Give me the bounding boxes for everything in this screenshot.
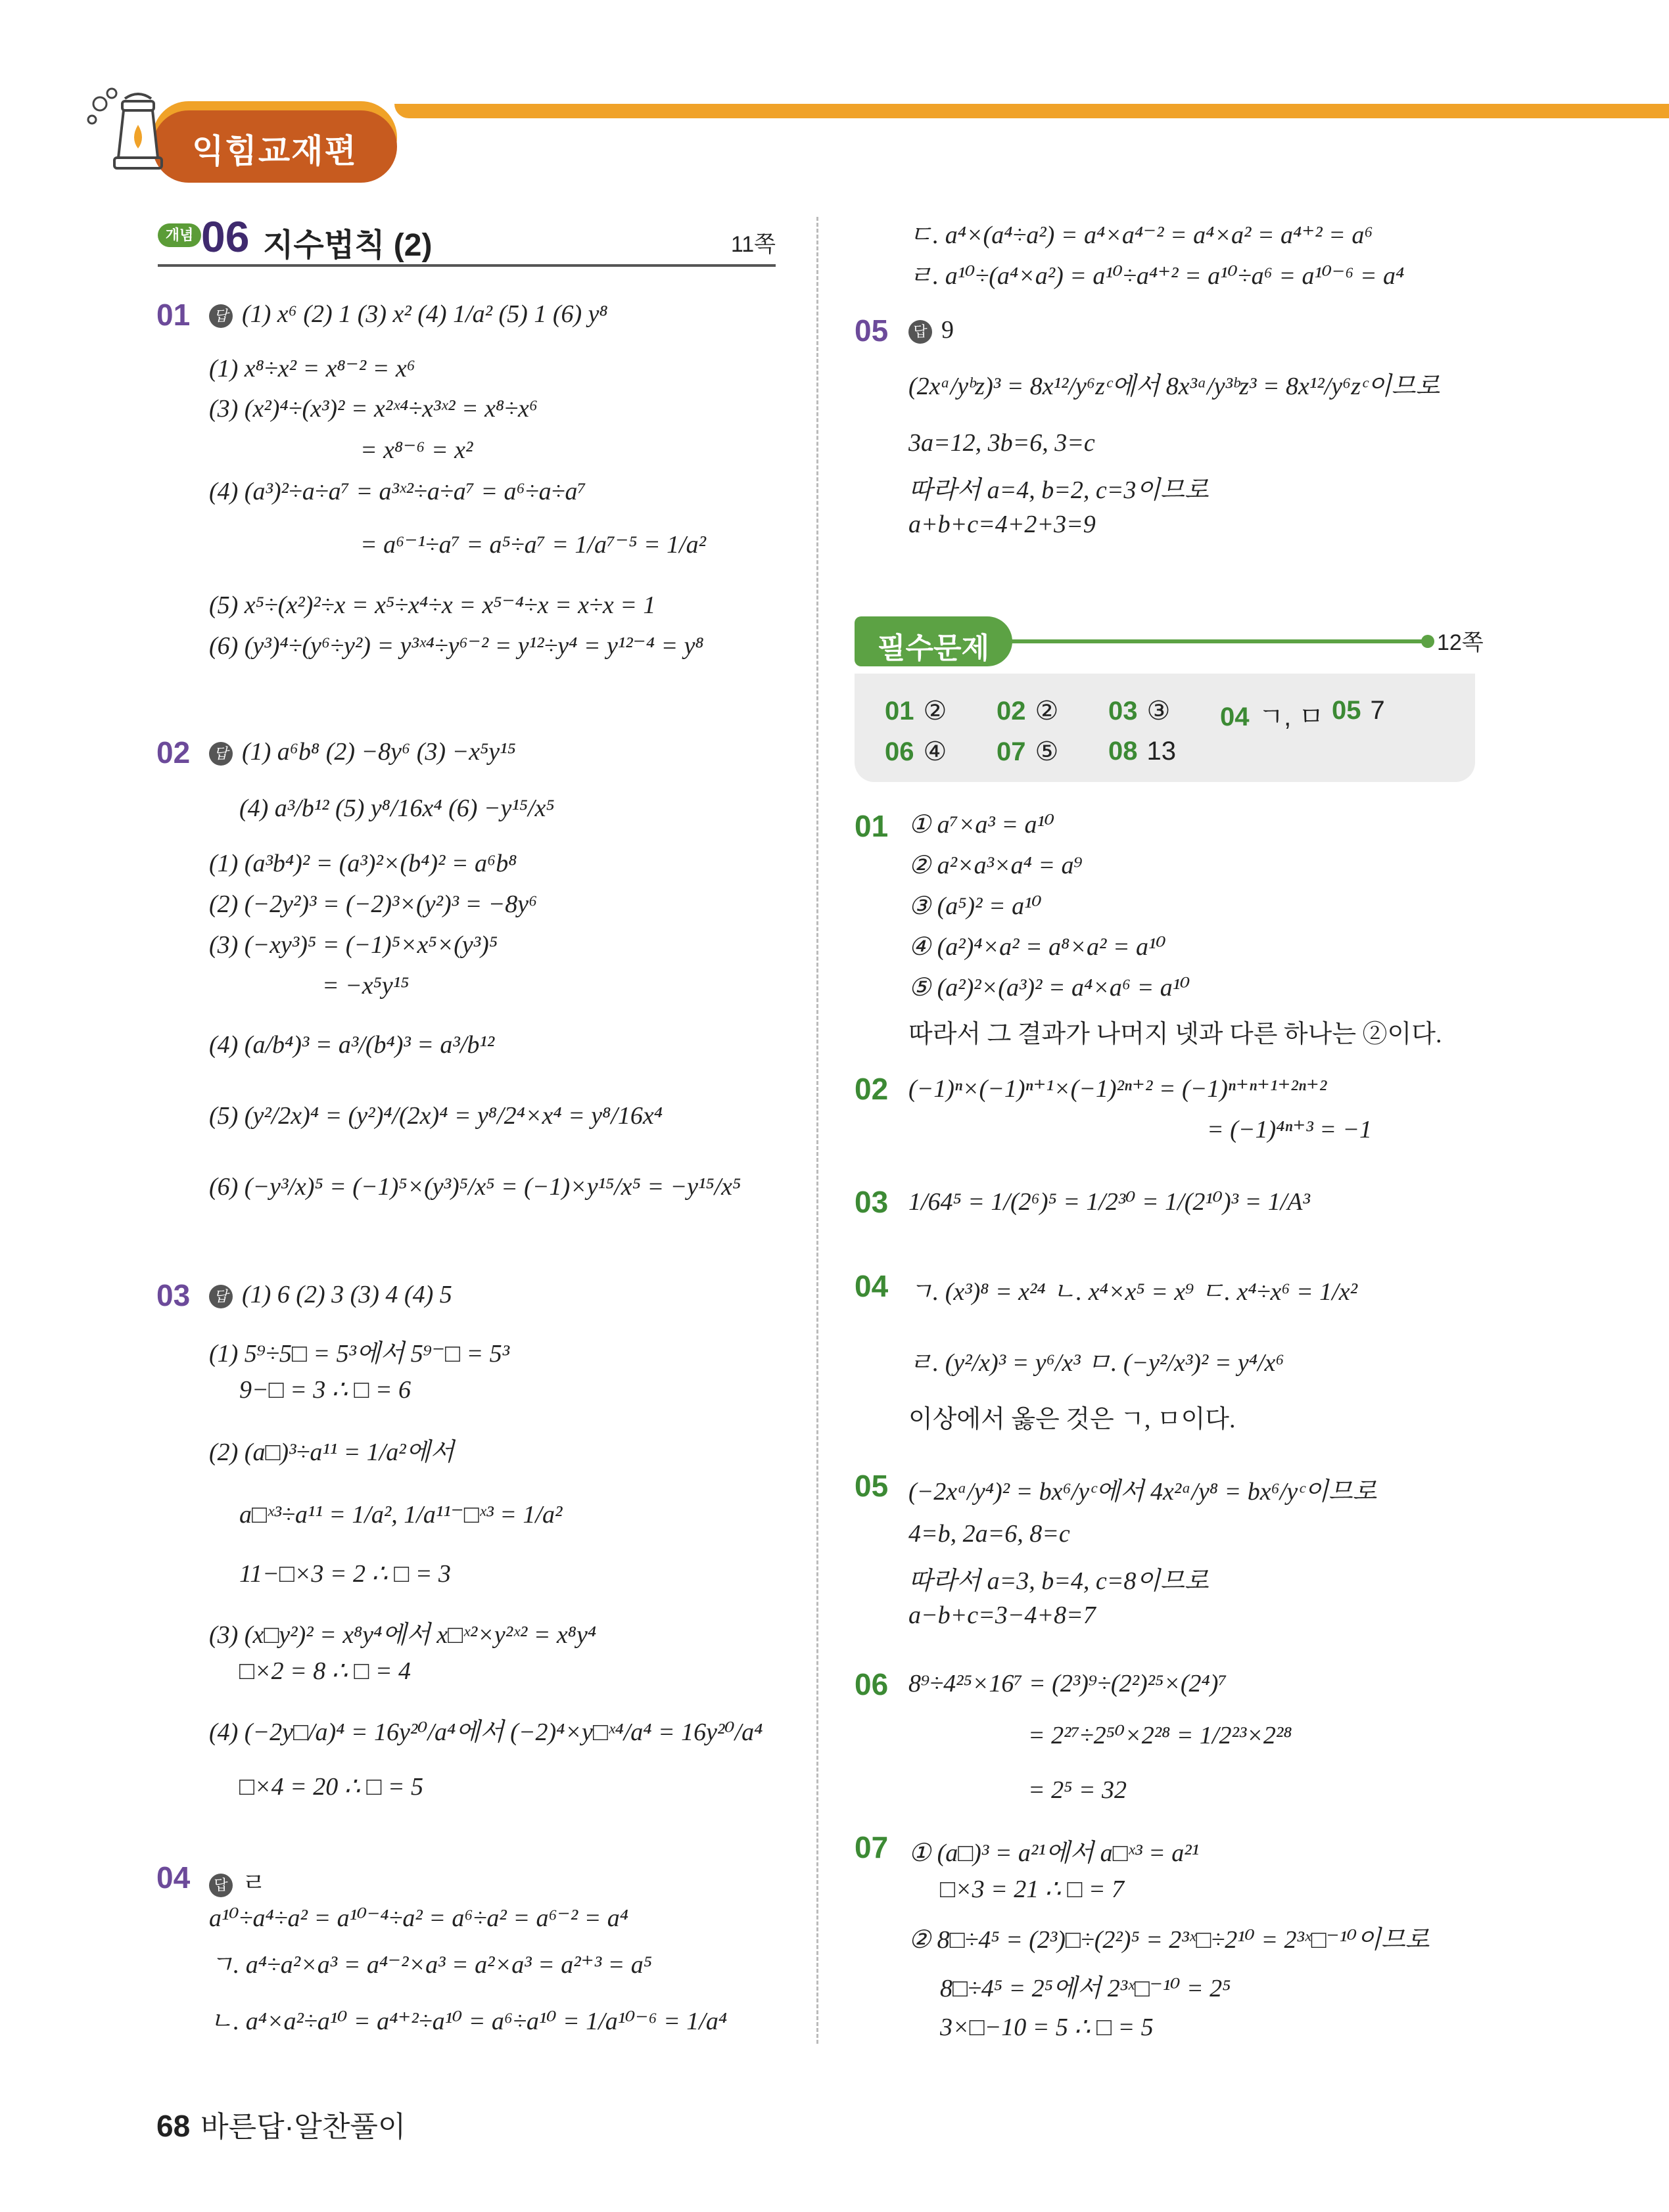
answer-text: (1) 6 (2) 3 (3) 4 (4) 5 <box>242 1281 452 1308</box>
problem-number: 04 <box>156 1860 191 1895</box>
problem-number: 07 <box>855 1830 889 1864</box>
page-number: 68 <box>156 2109 191 2143</box>
solution-line: 9−□ = 3 ∴ □ = 6 <box>239 1376 411 1404</box>
required-problems-page: 12쪽 <box>1437 630 1484 655</box>
answer-icon: 답 <box>209 1285 233 1308</box>
solution-line: (3) (x²)⁴÷(x³)² = x²ˣ⁴÷x³ˣ² = x⁸÷x⁶ <box>209 395 538 423</box>
problem-number: 03 <box>156 1278 191 1312</box>
section-number: 06 <box>201 212 250 261</box>
solution-line: (6) (−y³/x)⁵ = (−1)⁵×(y³)⁵/x⁵ = (−1)×y¹⁵/x⁵ = −y¹⁵/x⁵ <box>209 1173 741 1201</box>
problem-number: 04 <box>855 1269 889 1303</box>
problem-number: 02 <box>156 735 191 770</box>
solution-line: (1) x⁸÷x² = x⁸⁻² = x⁶ <box>209 355 415 382</box>
problem-number: 01 <box>156 298 191 332</box>
answer-text: (1) x⁶ (2) 1 (3) x² (4) 1/a² (5) 1 (6) y⁸ <box>242 300 608 328</box>
problem-number: 06 <box>855 1667 889 1701</box>
lamp-icon <box>85 85 177 184</box>
solution-line: a□ˣ³÷a¹¹ = 1/a², 1/a¹¹⁻□ˣ³ = 1/a² <box>239 1501 563 1529</box>
solution-line: (1) 5⁹÷5□ = 5³에서 5⁹⁻□ = 5³ <box>209 1340 510 1368</box>
section-header <box>158 212 776 267</box>
quick-answer: 05 7 <box>1332 696 1385 725</box>
section-page-ref: 11쪽 <box>730 232 776 257</box>
solution-line: 3a=12, 3b=6, 3=c <box>908 429 1095 457</box>
solution-line: (2) (−2y²)³ = (−2)³×(y²)³ = −8y⁶ <box>209 890 538 918</box>
quick-answer: 03 ③ <box>1108 697 1171 726</box>
solution-line: ② 8□÷4⁵ = (2³)□÷(2²)⁵ = 2³ˣ□÷2¹⁰ = 2³ˣ□⁻¹⁰이므로 <box>908 1926 1430 1954</box>
solution-line: (3) (−xy³)⁵ = (−1)⁵×x⁵×(y³)⁵ <box>209 931 498 959</box>
quick-answer: 08 13 <box>1108 737 1176 766</box>
column-divider <box>816 217 818 2044</box>
required-problems-label: 필수문제 <box>877 632 989 664</box>
rule-dot <box>1421 635 1434 648</box>
solution-line: ② a²×a³×a⁴ = a⁹ <box>908 852 1083 879</box>
required-problems-rule <box>1009 639 1426 643</box>
book-label: 바른답·알찬풀이 <box>200 2111 406 2143</box>
solution-line: (−2xᵃ/y⁴)² = bx⁶/yᶜ에서 4x²ᵃ/y⁸ = bx⁶/yᶜ이므로 <box>908 1478 1377 1506</box>
solution-line: 1/64⁵ = 1/(2⁶)⁵ = 1/2³⁰ = 1/(2¹⁰)³ = 1/A³ <box>908 1188 1310 1216</box>
solution-line: □×3 = 21 ∴ □ = 7 <box>940 1876 1125 1903</box>
solution-line: ㄹ. (y²/x)³ = y⁶/x³ ㅁ. (−y²/x³)² = y⁴/x⁶ <box>908 1349 1284 1377</box>
solution-line: a−b+c=3−4+8=7 <box>908 1601 1096 1629</box>
solution-line: ⑤ (a²)²×(a³)² = a⁴×a⁶ = a¹⁰ <box>908 974 1190 1002</box>
answer-text: ㄹ <box>242 1870 266 1897</box>
solution-line: (5) (y²/2x)⁴ = (y²)⁴/(2x)⁴ = y⁸/2⁴×x⁴ = y⁸/16x⁴ <box>209 1102 663 1130</box>
solution-line: 이상에서 옳은 것은 ㄱ, ㅁ이다. <box>908 1406 1236 1433</box>
answer-line-2: (4) a³/b¹² (5) y⁸/16x⁴ (6) −y¹⁵/x⁵ <box>239 795 555 822</box>
section-title: 지수법칙 (2) <box>263 228 433 263</box>
page-footer <box>156 2103 406 2145</box>
answer-line <box>209 300 608 329</box>
solution-line: = a⁶⁻¹÷a⁷ = a⁵÷a⁷ = 1/a⁷⁻⁵ = 1/a² <box>360 531 707 559</box>
answer-line <box>209 1862 266 1899</box>
solution-line: ③ (a⁵)² = a¹⁰ <box>908 892 1042 920</box>
quick-answer: 04 ㄱ, ㅁ <box>1220 703 1325 731</box>
answer-icon: 답 <box>209 742 233 766</box>
answer-icon: 답 <box>209 304 233 328</box>
solution-line: □×4 = 20 ∴ □ = 5 <box>239 1773 424 1801</box>
solution-line: = x⁸⁻⁶ = x² <box>360 436 473 464</box>
problem-number: 05 <box>855 313 889 348</box>
answer-icon: 답 <box>908 320 932 344</box>
solution-line: = −x⁵y¹⁵ <box>322 972 410 1000</box>
answer-line <box>908 315 954 344</box>
solution-line: (5) x⁵÷(x²)²÷x = x⁵÷x⁴÷x = x⁵⁻⁴÷x = x÷x = 1 <box>209 591 656 619</box>
solution-line: (4) (−2y□/a)⁴ = 16y²⁰/a⁴에서 (−2)⁴×y□ˣ⁴/a⁴ = 16y²⁰/a⁴ <box>209 1718 763 1746</box>
solution-line: a¹⁰÷a⁴÷a² = a¹⁰⁻⁴÷a² = a⁶÷a² = a⁶⁻² = a⁴ <box>209 1904 628 1932</box>
concept-pill: 개념 <box>158 223 201 247</box>
solution-line: a+b+c=4+2+3=9 <box>908 511 1096 538</box>
quick-answer-box <box>855 674 1475 782</box>
solution-line: (4) (a³)²÷a÷a⁷ = a³ˣ²÷a÷a⁷ = a⁶÷a÷a⁷ <box>209 478 586 505</box>
problem-number: 05 <box>855 1469 889 1503</box>
solution-line: ㄷ. a⁴×(a⁴÷a²) = a⁴×a⁴⁻² = a⁴×a² = a⁴⁺² = a⁶ <box>908 221 1373 249</box>
solution-line: (−1)ⁿ×(−1)ⁿ⁺¹×(−1)²ⁿ⁺² = (−1)ⁿ⁺ⁿ⁺¹⁺²ⁿ⁺² <box>908 1075 1327 1103</box>
solution-line: ㄱ. (x³)⁸ = x²⁴ ㄴ. x⁴×x⁵ = x⁹ ㄷ. x⁴÷x⁶ = 1/x² <box>908 1278 1358 1306</box>
quick-answer: 02 ② <box>997 697 1059 726</box>
solution-line: = 2²⁷÷2⁵⁰×2²⁸ = 1/2²³×2²⁸ <box>1028 1722 1292 1749</box>
solution-line: ㄱ. a⁴÷a²×a³ = a⁴⁻²×a³ = a²×a³ = a²⁺³ = a⁵ <box>209 1951 652 1979</box>
answer-line <box>209 1280 452 1309</box>
answer-text: (1) a⁶b⁸ (2) −8y⁶ (3) −x⁵y¹⁵ <box>242 738 516 766</box>
solution-line: = 2⁵ = 32 <box>1028 1776 1127 1804</box>
solution-line: 3×□−10 = 5 ∴ □ = 5 <box>940 2014 1154 2041</box>
problem-number: 02 <box>855 1072 889 1106</box>
solution-line: 8⁹÷4²⁵×16⁷ = (2³)⁹÷(2²)²⁵×(2⁴)⁷ <box>908 1670 1227 1697</box>
solution-line: ㄹ. a¹⁰÷(a⁴×a²) = a¹⁰÷a⁴⁺² = a¹⁰÷a⁶ = a¹⁰⁻⁶ = a⁴ <box>908 262 1405 290</box>
solution-line: ① (a□)³ = a²¹에서 a□ˣ³ = a²¹ <box>908 1839 1200 1867</box>
solution-line: = (−1)⁴ⁿ⁺³ = −1 <box>1207 1116 1373 1143</box>
solution-line: (2xᵃ/yᵇz)³ = 8x¹²/y⁶zᶜ에서 8x³ᵃ/y³ᵇz³ = 8x¹²/y⁶zᶜ이므로 <box>908 373 1440 400</box>
answer-icon: 답 <box>209 1874 233 1897</box>
header-badge-label: 익힘교재편 <box>192 133 358 170</box>
solution-line: ④ (a²)⁴×a² = a⁸×a² = a¹⁰ <box>908 933 1166 961</box>
answer-line <box>209 737 516 766</box>
solution-line: (1) (a³b⁴)² = (a³)²×(b⁴)² = a⁶b⁸ <box>209 850 517 877</box>
solution-line: 따라서 그 결과가 나머지 넷과 다른 하나는 ②이다. <box>908 1021 1442 1048</box>
solution-line: ㄴ. a⁴×a²÷a¹⁰ = a⁴⁺²÷a¹⁰ = a⁶÷a¹⁰ = 1/a¹⁰⁻⁶ = 1/a⁴ <box>209 2008 728 2035</box>
header-badge <box>153 110 397 183</box>
solution-line: (4) (a/b⁴)³ = a³/(b⁴)³ = a³/b¹² <box>209 1031 495 1059</box>
solution-line: □×2 = 8 ∴ □ = 4 <box>239 1657 411 1685</box>
solution-line: 8□÷4⁵ = 2⁵에서 2³ˣ□⁻¹⁰ = 2⁵ <box>940 1975 1231 2002</box>
header-bar <box>394 104 1669 118</box>
quick-answer: 06 ④ <box>885 737 947 766</box>
problem-number: 03 <box>855 1185 889 1219</box>
solution-line: ① a⁷×a³ = a¹⁰ <box>908 811 1055 839</box>
solution-line: 11−□×3 = 2 ∴ □ = 3 <box>239 1560 451 1588</box>
quick-answer: 07 ⑤ <box>997 737 1059 766</box>
solution-line: (3) (x□y²)² = x⁸y⁴에서 x□ˣ²×y²ˣ² = x⁸y⁴ <box>209 1621 597 1649</box>
solution-line: 따라서 a=4, b=2, c=3이므로 <box>908 476 1209 504</box>
solution-line: 따라서 a=3, b=4, c=8이므로 <box>908 1567 1209 1595</box>
problem-number: 01 <box>855 809 889 843</box>
required-problems-badge <box>855 616 1012 666</box>
quick-answer: 01 ② <box>885 697 947 726</box>
solution-line: 4=b, 2a=6, 8=c <box>908 1520 1070 1548</box>
solution-line: (6) (y³)⁴÷(y⁶÷y²) = y³ˣ⁴÷y⁶⁻² = y¹²÷y⁴ = y¹²⁻⁴ = y⁸ <box>209 632 704 660</box>
answer-text: 9 <box>941 316 954 344</box>
solution-line: (2) (a□)³÷a¹¹ = 1/a²에서 <box>209 1439 455 1466</box>
